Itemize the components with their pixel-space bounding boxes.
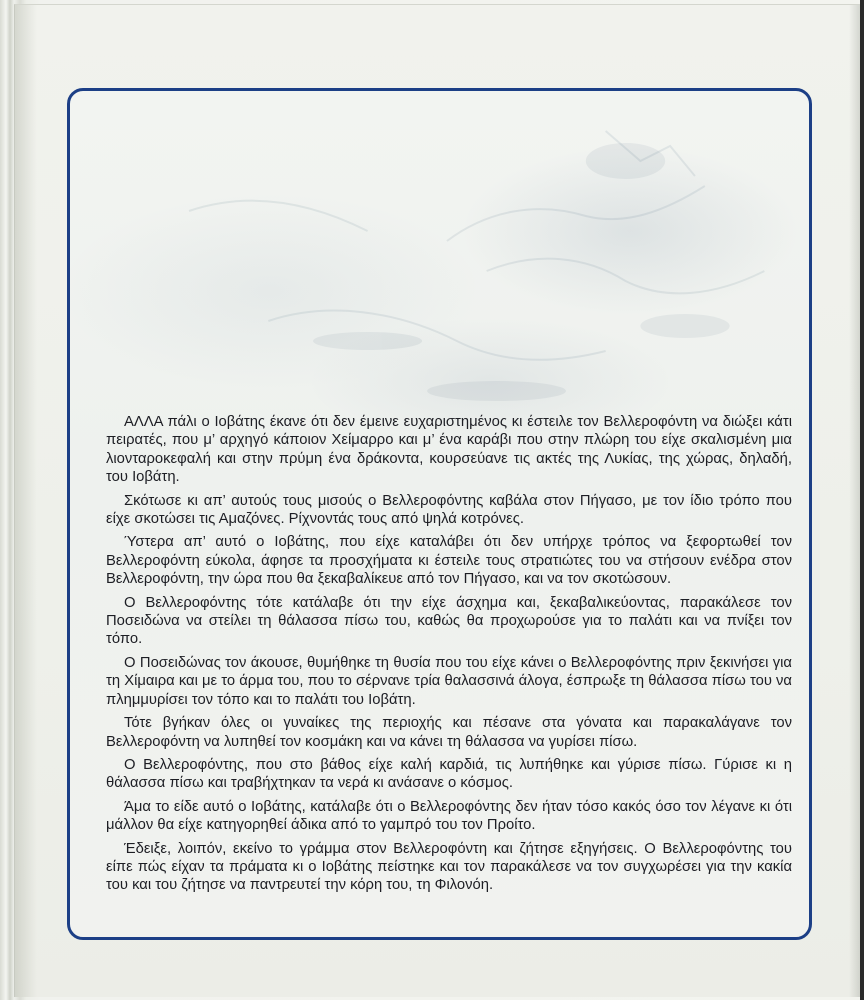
- paragraph: ΑΛΛΑ πάλι ο Ιοβάτης έκανε ότι δεν έμεινε ευχαριστημένος κι έστειλε τον Βελλεροφόντη να διώξει κάτι πειρατές, που μ’ αρχηγό κάποιον Χείμαρρο και μ’ ένα καράβι που στην πλώρη του είχε σκαλισμένη μια λιονταροκεφαλή και στην πρύμη ένα δράκοντα, κουρσεύανε τις ακτές της Λυκίας, της χώρας, δηλαδή, του Ιοβάτη.: [106, 414, 792, 486]
- paragraph: Ύστερα απ’ αυτό ο Ιοβάτης, που είχε καταλάβει ότι δεν υπήρχε τρόπος να ξεφορτωθεί τον Βελλεροφόντη εύκολα, άφησε τα προσχήματα κι έστειλε τους στρατιώτες του να στήσουν ενέδρα στον Βελλεροφόντη, την ώρα που θα ξεκαβαλίκευε από τον Πήγασο, και να τον σκοτώσουν.: [106, 534, 792, 588]
- faded-pegasus-illustration: [70, 91, 809, 431]
- paragraph: Ο Βελλεροφόντης, που στο βάθος είχε καλή καρδιά, τις λυπήθηκε και γύρισε πίσω. Γύρισε κι η θάλασσα πίσω και τραβήχτηκαν τα νερά κι ανάσανε ο κόσμος.: [106, 756, 792, 792]
- paragraph: Έδειξε, λοιπόν, εκείνο το γράμμα στον Βελλεροφόντη και ζήτησε εξηγήσεις. Ο Βελλεροφόντης του είπε πώς είχαν τα πράματα κι ο Ιοβάτης πείστηκε και τον παρακάλεσε να τον συγχωρέσει για την κακία του και του ζήτησε να παντρευτεί την κόρη του, τη Φιλονόη.: [106, 840, 792, 894]
- scan-edge: [860, 0, 864, 1000]
- story-text: [106, 413, 792, 900]
- text-frame: [67, 88, 812, 940]
- paragraph: Ο Ποσειδώνας τον άκουσε, θυμήθηκε τη θυσία που του είχε κάνει ο Βελλεροφόντης πριν ξεκινήσει για τη Χίμαιρα και με το άρμα του, που το σέρνανε τρία θαλασσινά άλογα, έσπρωξε τη θάλασσα πίσω του να πλημμυρίσει τον τόπο και το παλάτι του Ιοβάτη.: [106, 654, 792, 708]
- paragraph: Άμα το είδε αυτό ο Ιοβάτης, κατάλαβε ότι ο Βελλεροφόντης δεν ήταν τόσο κακός όσο τον λέγανε κι ότι μάλλον θα είχε κατηγορηθεί άδικα από το γαμπρό του τον Προίτο.: [106, 798, 792, 834]
- paragraph: Τότε βγήκαν όλες οι γυναίκες της περιοχής και πέσανε στα γόνατα και παρακαλάγανε τον Βελλεροφόντη να λυπηθεί τον κοσμάκη και να κάνει τη θάλασσα να γυρίσει πίσω.: [106, 715, 792, 750]
- paragraph: Ο Βελλεροφόντης τότε κατάλαβε ότι την είχε άσχημα και, ξεκαβαλικεύοντας, παρακάλεσε τον Ποσειδώνα να στείλει τη θάλασσα πίσω του, καθώς θα προχωρούσε για το παλάτι και να πνίξει τον τόπο.: [106, 594, 792, 648]
- paragraph: Σκότωσε κι απ’ αυτούς τους μισούς ο Βελλεροφόντης καβάλα στον Πήγασο, με τον ίδιο τρόπο που είχε σκοτώσει τις Αμαζόνες. Ρίχνοντάς τους από ψηλά κοτρόνες.: [106, 492, 792, 528]
